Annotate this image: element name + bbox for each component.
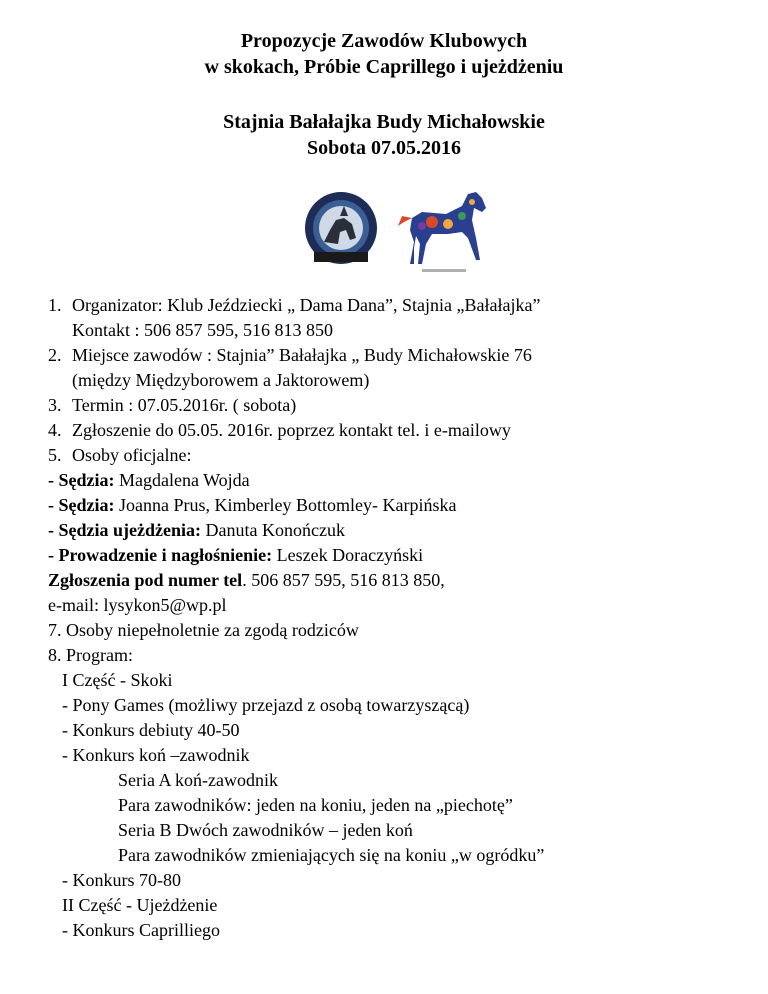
program-series-a: Seria A koń-zawodnik	[118, 770, 278, 790]
list-item-5: 5. Osoby oficjalne:	[48, 445, 192, 465]
program-series-a-detail: Para zawodników: jeden na koniu, jeden na „piechotę”	[118, 795, 513, 815]
list-item-8: 8. Program:	[48, 645, 133, 665]
program-item-horse-rider: - Konkurs koń –zawodnik	[62, 745, 250, 765]
document-title	[0, 28, 768, 80]
program-series-b: Seria B Dwóch zawodników – jeden koń	[118, 820, 413, 840]
official-dressage-judge: - Sędzia ujeżdżenia: Danuta Konończuk	[48, 520, 345, 540]
program-series-b-detail: Para zawodników zmieniających się na koniu „w ogródku”	[118, 845, 545, 865]
program-item-70-80: - Konkurs 70-80	[62, 870, 181, 890]
official-announcer: - Prowadzenie i nagłośnienie: Leszek Doraczyński	[48, 545, 424, 565]
program-part-1: I Część - Skoki	[62, 670, 173, 690]
stable-horse-logo	[392, 186, 500, 274]
date-line: Sobota 07.05.2016	[307, 137, 461, 159]
entries-phone: Zgłoszenia pod numer tel. 506 857 595, 516 813 850,	[48, 570, 445, 590]
program-item-pony-games: - Pony Games (możliwy przejazd z osobą towarzyszącą)	[62, 695, 470, 715]
program-part-2: II Część - Ujeżdżenie	[62, 895, 218, 915]
list-item-7: 7. Osoby niepełnoletnie za zgodą rodziców	[48, 620, 359, 640]
list-item-1-contact: Kontakt : 506 857 595, 516 813 850	[72, 320, 333, 340]
list-item-3: 3. Termin : 07.05.2016r. ( sobota)	[48, 395, 297, 415]
event-heading	[0, 109, 768, 161]
entries-email: e-mail: lysykon5@wp.pl	[48, 595, 227, 615]
venue-line: Stajnia Bałałajka Budy Michałowskie	[223, 111, 545, 133]
title-line-1: Propozycje Zawodów Klubowych	[240, 30, 528, 52]
list-item-4: 4. Zgłoszenie do 05.05. 2016r. poprzez kontakt tel. i e-mailowy	[48, 420, 511, 440]
club-logo	[300, 190, 382, 270]
list-item-2-detail: (między Międzyborowem a Jaktorowem)	[72, 370, 370, 390]
list-item-2: 2. Miejsce zawodów : Stajnia” Bałałajka „ Budy Michałowskie 76	[48, 345, 532, 365]
logos-row	[300, 186, 500, 274]
official-judge-2: - Sędzia: Joanna Prus, Kimberley Bottomley- Karpińska	[48, 495, 457, 515]
program-item-debuts: - Konkurs debiuty 40-50	[62, 720, 240, 740]
official-judge-1: - Sędzia: Magdalena Wojda	[48, 470, 250, 490]
title-line-2: w skokach, Próbie Caprillego i ujeżdżeniu	[204, 56, 564, 78]
list-item-1: 1. Organizator: Klub Jeździecki „ Dama Dana”, Stajnia „Bałałajka”	[48, 295, 541, 315]
program-item-caprilli: - Konkurs Caprilliego	[62, 920, 220, 940]
